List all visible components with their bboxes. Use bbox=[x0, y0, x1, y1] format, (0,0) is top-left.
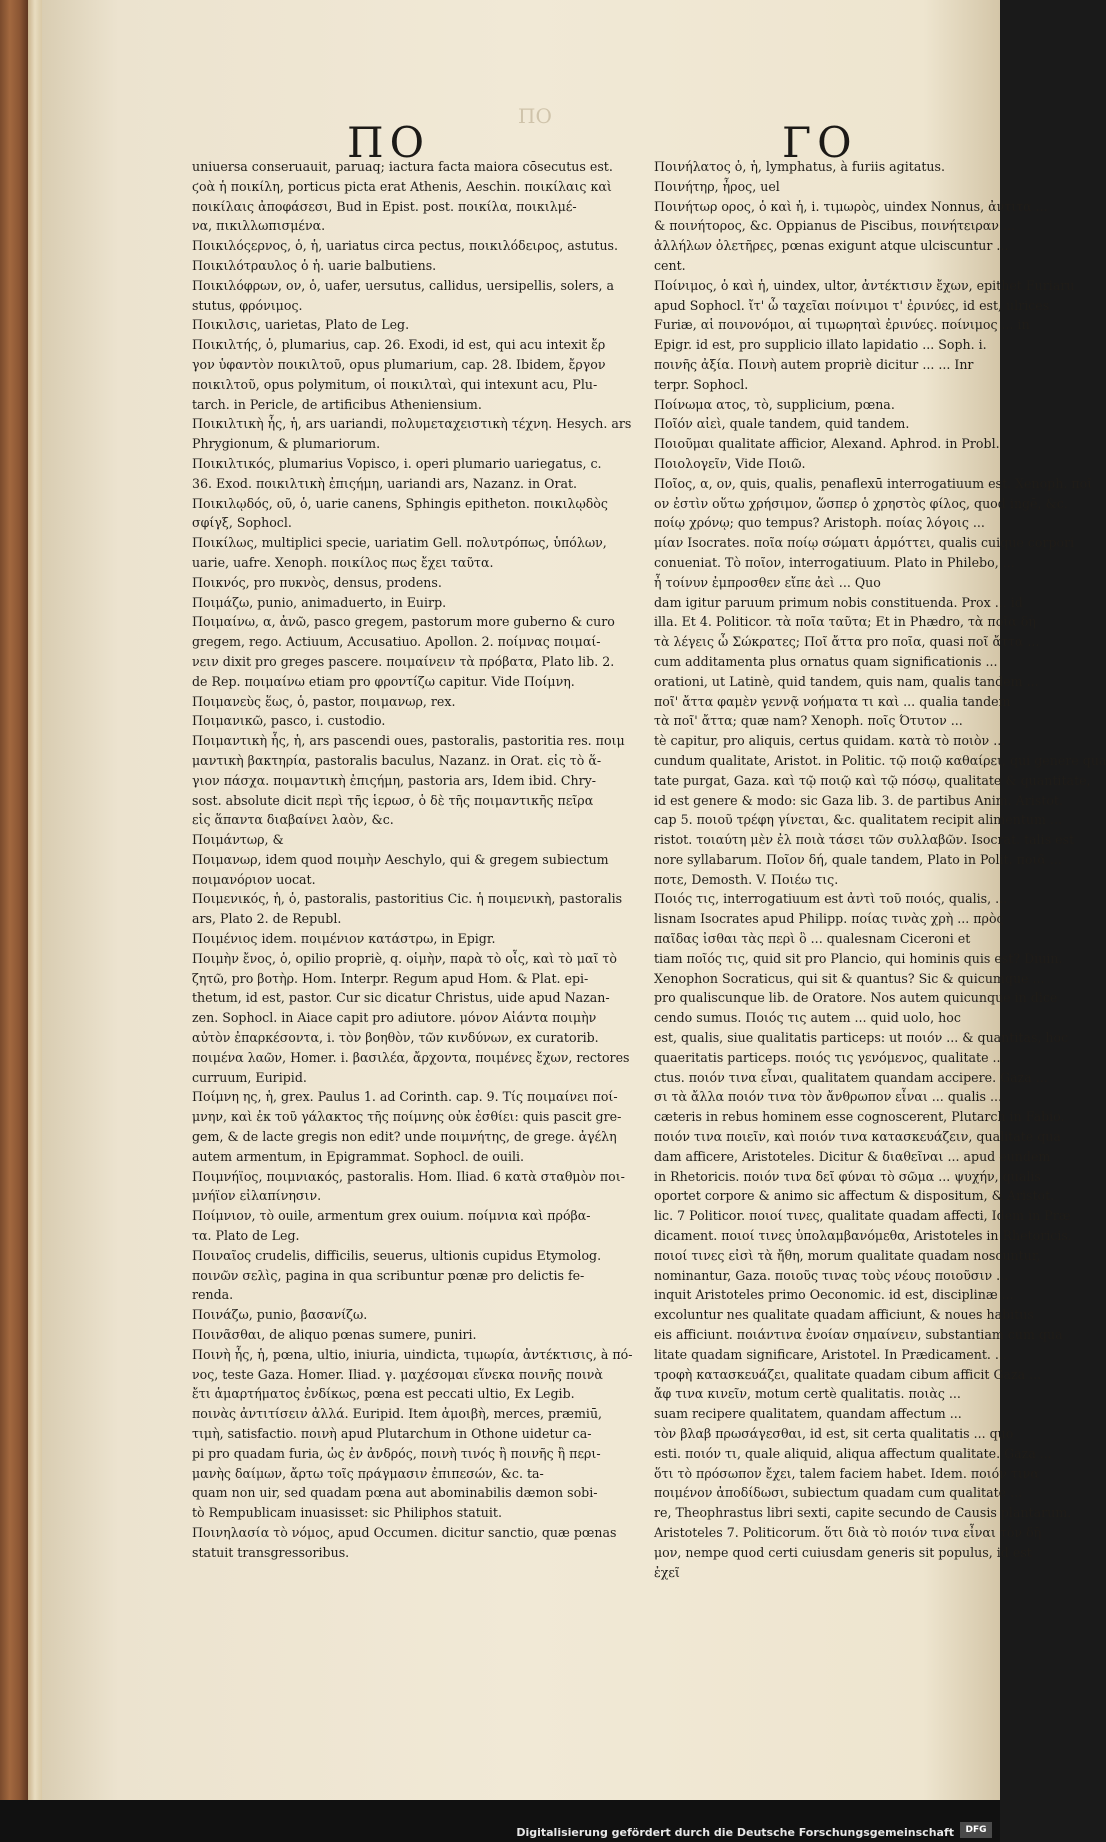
text-line: νειν dixit pro greges pascere. ποιμαίνειν τὰ πρόβατα, Plato lib. 2. bbox=[192, 653, 615, 669]
text-line: Ποικιλότραυλος ὁ ἡ. uarie balbutiens. bbox=[192, 257, 437, 273]
text-line: conueniat. Τὸ ποῖον, interrogatiuum. Plato in Philebo, ... bbox=[654, 554, 1015, 570]
text-line: illa. Et 4. Politicor. τὰ ποῖα ταῦτα; Et in Phædro, τὰ ποῖα δὴ bbox=[654, 614, 1036, 630]
text-line: Ποιμανεὺς ἕως, ὁ, pastor, ποιμανωρ, rex. bbox=[192, 693, 456, 709]
text-line: ζητῶ, pro βοτὴρ. Hom. Interpr. Regum apud Hom. & Plat. epi- bbox=[192, 970, 589, 986]
text-line: γον ὑφαντὸν ποικιλτοῦ, opus plumarium, cap. 28. Ibidem, ἔργον bbox=[192, 356, 606, 372]
text-line: Ποιμαντικὴ ἧς, ἡ, ars pascendi oues, pastoralis, pastoritia res. ποιμ bbox=[192, 733, 625, 749]
text-line: Ποιμάντωρ, & bbox=[192, 832, 284, 848]
text-line: cundum qualitate, Aristot. in Politic. τῷ ποιῷ καθαίρει, qui genere qua bbox=[654, 752, 1106, 768]
text-line: esti. ποιόν τι, quale aliquid, aliqua affectum qualitate. Gaza ... bbox=[654, 1445, 1052, 1461]
text-line: tè capitur, pro aliquis, certus quidam. κατὰ τὸ ποιὸν ... bbox=[654, 733, 1006, 749]
text-line: ποτε, Demosth. V. Ποιέω τις. bbox=[654, 871, 839, 887]
text-line: dam igitur paruum primum nobis constituenda. Prox ... id bbox=[654, 594, 1023, 610]
running-head-right: ΓΟ bbox=[782, 118, 858, 167]
text-line: Ποῖόν αἰεὶ, quale tandem, quid tandem. bbox=[654, 416, 910, 432]
text-line: ctus. ποιόν τινα εἶναι, qualitatem quandam accipere. Gaza ... bbox=[654, 1069, 1048, 1085]
text-line: Ποιμανικῶ, pasco, i. custodio. bbox=[192, 713, 386, 729]
text-line: suam recipere qualitatem, quandam affectum ... bbox=[654, 1406, 962, 1422]
text-line: de Rep. ποιμαίνω etiam pro φροντίζω capitur. Vide Ποίμνη. bbox=[192, 673, 575, 689]
text-line: tate purgat, Gaza. καὶ τῷ ποιῷ καὶ τῷ πόσῳ, qualitate & quantitate, bbox=[654, 772, 1091, 788]
left-column bbox=[192, 157, 657, 1563]
text-line: uarie, uafre. Xenoph. ποικίλος πως ἔχει ταῦτα. bbox=[192, 554, 494, 570]
text-line: τα. Plato de Leg. bbox=[192, 1228, 300, 1244]
page bbox=[42, 0, 1106, 1800]
text-line: νος, teste Gaza. Homer. Iliad. γ. μαχέσομαι εἵνεκα ποινῆς ποινὰ bbox=[192, 1366, 603, 1382]
text-line: thetum, id est, pastor. Cur sic dicatur Christus, uide apud Nazan- bbox=[192, 990, 610, 1006]
text-line: ποῖ' ἄττα φαμὲν γεννᾷ νοήματα τι καὶ ... qualia tandem bbox=[654, 693, 1011, 709]
text-line: re, Theophrastus libri sexti, capite secundo de Causis plantarum. bbox=[654, 1505, 1072, 1521]
text-line: Ποιμνήϊος, ποιμνιακός, pastoralis. Hom. Iliad. 6 κατὰ σταθμὸν ποι- bbox=[192, 1168, 625, 1184]
text-line: Ποιμάζω, punio, animaduerto, in Euirp. bbox=[192, 594, 447, 610]
text-line: cent. bbox=[654, 257, 686, 273]
text-line: ποινῆς ἀξία. Ποινὴ autem propriè dicitur ... ... Inr bbox=[654, 356, 974, 372]
text-line: Ποινὴ ἧς, ἡ, pœna, ultio, iniuria, uindicta, τιμωρία, ἀντέκτισις, à πό- bbox=[192, 1346, 633, 1362]
text-line: eis afficiunt. ποιάντινα ἐνοίαν σημαίνειν, substantiam cum qua bbox=[654, 1327, 1063, 1343]
text-line: sost. absolute dicit περὶ τῆς ἱερωσ, ὁ δὲ τῆς ποιμαντικῆς πεῖρα bbox=[192, 792, 594, 808]
text-line: Ποινᾶσθαι, de aliquo pœnas sumere, puniri. bbox=[192, 1327, 477, 1343]
text-line: Ποικιλόςερνος, ὁ, ἡ, uariatus circa pectus, ποικιλόδειρος, astutus. bbox=[192, 238, 619, 254]
text-line: ποινὰς ἀντιτίσειν ἀλλά. Euripid. Item ἀμοιβὴ, merces, præmiū, bbox=[192, 1406, 603, 1422]
text-line: Ποικιλσις, uarietas, Plato de Leg. bbox=[192, 317, 410, 333]
text-line: τὰ λέγεις ὦ Σώκρατες; Ποῖ ἄττα pro ποῖα, quasi ποῖ ἄττα ... bbox=[654, 634, 1040, 650]
text-line: ποιμένον ἀποδίδωσι, subiectum quadam cum qualitate ... bbox=[654, 1485, 1023, 1501]
right-column bbox=[654, 157, 1106, 1582]
text-line: tarch. in Pericle, de artificibus Atheniensium. bbox=[192, 396, 482, 412]
text-line: ἔτι ἁμαρτήματος ἐνδίκως, pœna est peccati ultio, Ex Legib. bbox=[192, 1386, 575, 1402]
text-line: quam non uir, sed quadam pœna aut abominabilis dæmon sobi- bbox=[192, 1485, 598, 1501]
text-line: zen. Sophocl. in Aiace capit pro adiutore. μόνον Αἰάντα ποιμὴν bbox=[192, 1010, 597, 1026]
text-line: ἄφ τινα κινεῖν, motum certè qualitatis. ποιὰς ... bbox=[654, 1386, 961, 1402]
text-line: ϛοὰ ἡ ποικίλη, porticus picta erat Athenis, Aeschin. ποικίλαις καὶ bbox=[192, 178, 612, 194]
text-line: τὰ ποῖ' ἄττα; quæ nam? Xenoph. ποῖς Ότυτον ... bbox=[654, 713, 963, 729]
text-line: gregem, rego. Actiuum, Accusatiuo. Apollon. 2. ποίμνας ποιμαί- bbox=[192, 634, 601, 650]
book-cover-edge bbox=[0, 0, 28, 1800]
text-line: Ποινήτωρ ορος, ὁ καὶ ἡ, i. τιμωρὸς, uindex Nonnus, ἀντιτα ... bbox=[654, 198, 1048, 214]
text-line: να, πικιλλωπισμένα. bbox=[192, 218, 326, 234]
text-line: cendo sumus. Ποιός τις autem ... quid uolo, hoc bbox=[654, 1010, 961, 1026]
text-line: ὅτι τὸ πρόσωπον ἔχει, talem faciem habet. Idem. ποιόν τινα bbox=[654, 1465, 1039, 1481]
text-line: ποιόν τινα ποιεῖν, καὶ ποιόν τινα κατασκευάζειν, qualitate qua bbox=[654, 1129, 1061, 1145]
text-line: Ποιμανωρ, idem quod ποιμὴν Aeschylo, qui & gregem subiectum bbox=[192, 851, 609, 867]
text-line: Ποῖος, α, ον, quis, qualis, penaflexū interrogatiuum est. Xenoph. ποῖ bbox=[654, 475, 1093, 491]
text-line: ποικιλτοῦ, opus polymitum, οἱ ποικιλταὶ, qui intexunt acu, Plu- bbox=[192, 376, 598, 392]
text-line: apud Sophocl. ἴτ' ὦ ταχεῖαι ποίνιμοι τ' ἐρινύες, id est, ulrices bbox=[654, 297, 1050, 313]
text-line: ἦ τοίνυν ἐμπροσθεν εἴπε ἀεὶ ... Quo bbox=[654, 574, 881, 590]
text-line: Ποιμενικός, ἡ, ὁ, pastoralis, pastoritius Cic. ἡ ποιμενικὴ, pastoralis bbox=[192, 891, 623, 907]
text-line: ποικίλαις ἀποφάσεσι, Bud in Epist. post. ποικίλα, ποικιλμέ- bbox=[192, 198, 577, 214]
text-line: nominantur, Gaza. ποιοῦς τινας τοὺς νέους ποιοῦσιν ... bbox=[654, 1267, 1009, 1283]
text-line: Ποίμνιον, τὸ ouile, armentum grex ouium. ποίμνια καὶ πρόβα- bbox=[192, 1208, 591, 1224]
text-line: in Rhetoricis. ποιόν τινα δεῖ φύναι τὸ σῶμα ... ψυχήν, qualis bbox=[654, 1168, 1041, 1184]
text-line: εἰς ἅπαντα διαβαίνει λαὸν, &c. bbox=[192, 812, 394, 828]
text-line: μνην, καὶ ἐκ τοῦ γάλακτος τῆς ποίμνης οὐκ ἐσθίει: quis pascit gre- bbox=[192, 1109, 622, 1125]
digitization-credit: Digitalisierung gefördert durch die Deutsche Forschungsgemeinschaft bbox=[516, 1826, 954, 1839]
text-line: Ποιναῖος crudelis, difficilis, seuerus, ultionis cupidus Etymolog. bbox=[192, 1247, 602, 1263]
text-line: cæteris in rebus hominem esse cognoscerent, Plutarch in Fabio. bbox=[654, 1109, 1065, 1125]
text-line: Ποιός τις, interrogatiuum est ἀντὶ τοῦ ποιός, qualis, ... bbox=[654, 891, 1008, 907]
text-line: quaeritatis particeps. ποιός τις γενόμενος, qualitate ... bbox=[654, 1049, 1005, 1065]
text-line: Ποιμένιος idem. ποιμένιον κατάστρω, in Epigr. bbox=[192, 931, 496, 947]
text-line: αὐτὸν ἐπαρκέσοντα, i. τὸν βοηθὸν, τῶν κινδύνων, ex curatorib. bbox=[192, 1030, 599, 1046]
text-line: τροφὴ κατασκευάζει, qualitate quadam cibum afficit Gaza ... bbox=[654, 1366, 1042, 1382]
text-line: παῖδας ἰσθαι τὰς περὶ ὃ ... qualesnam Ciceroni et bbox=[654, 931, 971, 947]
page-edge bbox=[28, 0, 42, 1800]
text-line: Ποίνιμος, ὁ καὶ ἡ, uindex, ultor, ἀντέκτισιν ἔχων, epithet Furiaru bbox=[654, 277, 1075, 293]
text-line: excoluntur nes qualitate quadam afficiunt, & noues habitus bbox=[654, 1307, 1034, 1323]
text-line: stutus, φρόνιμος. bbox=[192, 297, 303, 313]
text-line: tò Rempublicam inuasisset: sic Philiphos statuit. bbox=[192, 1505, 502, 1521]
text-line: 36. Exod. ποικιλτικὴ ἐπιςήμη, uariandi ars, Nazanz. in Orat. bbox=[192, 475, 578, 491]
text-line: ἐχεῖ bbox=[654, 1564, 680, 1580]
text-line: ars, Plato 2. de Republ. bbox=[192, 911, 342, 927]
text-line: ποιμένα λαῶν, Homer. i. βασιλέα, ἄρχοντα, ποιμένες ἔχων, rectores bbox=[192, 1049, 630, 1065]
text-line: Ποίνωμα ατος, τὸ, supplicium, pœna. bbox=[654, 396, 895, 412]
text-line: μον, nempe quod certi cuiusdam generis sit populus, id est bbox=[654, 1544, 1032, 1560]
text-line: μίαν Isocrates. ποῖα ποίῳ σώματι ἁρμόττει, qualis cuique corpori bbox=[654, 535, 1075, 551]
text-line: Aristoteles 7. Politicorum. ὅτι διὰ τὸ ποιόν τινα εἶναι τὸν δῆ bbox=[654, 1524, 1042, 1540]
text-line: ποίῳ χρόνῳ; quo tempus? Aristoph. ποίας λόγοις ... bbox=[654, 515, 985, 531]
text-line: tiam ποῖός τις, quid sit pro Plancio, qui hominis quis est? Diuin. bbox=[654, 950, 1063, 966]
text-line: litate quadam significare, Aristotel. In Prædicament. ... bbox=[654, 1346, 1007, 1362]
text-line: μνήϊον εἰλαπίνησιν. bbox=[192, 1188, 322, 1204]
text-line: pi pro quadam furia, ὡς ἐν ἀνδρός, ποινὴ τινός ἢ ποινῆς ἢ περι- bbox=[192, 1445, 601, 1461]
text-line: Furiæ, αἱ ποινονόμοι, αἱ τιμωρηταὶ ἐρινύες. ποίνιμος ... in bbox=[654, 317, 1030, 333]
text-line: γιον πάσχα. ποιμαντικὴ ἐπιςήμη, pastoria ars, Idem ibid. Chry- bbox=[192, 772, 596, 788]
text-line: Epigr. id est, pro supplicio illato lapidatio ... Soph. i. bbox=[654, 337, 987, 353]
text-line: autem armentum, in Epigrammat. Sophocl. de ouili. bbox=[192, 1148, 525, 1164]
text-line: Xenophon Socraticus, qui sit & quantus? Sic & quicumque ... bbox=[654, 970, 1045, 986]
text-line: ποινῶν σελὶς, pagina in qua scribuntur pœnæ pro delictis fe- bbox=[192, 1267, 585, 1283]
text-line: Ποιμαίνω, α, ἀνῶ, pasco gregem, pastorum more guberno & curo bbox=[192, 614, 615, 630]
text-line: σφίγξ, Sophocl. bbox=[192, 515, 292, 531]
text-line: Ποιοῦμαι qualitate afficior, Alexand. Aphrod. in Probl. bbox=[654, 436, 1000, 452]
text-line: Ποινήτηρ, ἦρος, uel bbox=[654, 178, 780, 194]
text-line: nore syllabarum. Ποῖον δή, quale tandem, Plato in Polit. ποιᾶ ... bbox=[654, 851, 1062, 867]
text-line: Ποικιλτής, ὁ, plumarius, cap. 26. Exodi, id est, qui acu intexit ἔρ bbox=[192, 337, 606, 353]
text-line: ον ἐστὶν οὕτω χρήσιμον, ὥσπερ ὁ χρηστὸς φίλος, quod ingē, &c. bbox=[654, 495, 1068, 511]
text-line: uniuersa conseruauit, paruaq; iactura facta maiora cōsecutus est. bbox=[192, 159, 613, 174]
text-line: σι τὰ ἄλλα ποιόν τινα τὸν ἄνθρωπον εἶναι ... qualis ... bbox=[654, 1089, 1003, 1105]
text-line: Ποικιλτικὴ ἧς, ἡ, ars uariandi, πολυμεταχειστικὴ τέχνη. Hesych. ars bbox=[192, 416, 632, 432]
text-line: curruum, Euripid. bbox=[192, 1069, 307, 1085]
text-line: ristot. τοιαύτη μὲν ἐλ ποιὰ τάσει τῶν συλλαβῶν. Isocrat. talis est bbox=[654, 832, 1075, 848]
text-line: pro qualiscunque lib. de Oratore. Nos autem quicunque in dice bbox=[654, 990, 1058, 1006]
text-line: ἀλλήλων ὀλετῆρες, pœnas exigunt atque ulciscuntur ... bbox=[654, 238, 1009, 254]
text-line: dicament. ποιοί τινες ὑπολαμβανόμεθα, Aristoteles in Rhetoricis. bbox=[654, 1228, 1072, 1244]
text-line: ποιοί τινες εἰσὶ τὰ ἤθη, morum qualitate quadam noscuntur, bbox=[654, 1247, 1041, 1263]
text-line: Ποινάζω, punio, βασανίζω. bbox=[192, 1307, 368, 1323]
text-line: cap 5. ποιοῦ τρέφη γίνεται, &c. qualitatem recipit alimentum ... bbox=[654, 812, 1062, 828]
text-line: Phrygionum, & plumariorum. bbox=[192, 436, 381, 452]
text-line: Ποιολογεῖν, Vide Ποιῶ. bbox=[654, 455, 806, 471]
text-line: est, qualis, siue qualitatis particeps: ut ποιόν ... & quantitas, hoc bbox=[654, 1030, 1069, 1046]
text-line: oportet corpore & animo sic affectum & dispositum, & Aristot. bbox=[654, 1188, 1055, 1204]
running-head-left: ΠΟ bbox=[347, 118, 431, 167]
text-line: Ποικίλως, multiplici specie, uariatim Gell. πολυτρόπως, ὑπόλων, bbox=[192, 535, 607, 551]
text-line: Ποικιλτικός, plumarius Vopisco, i. operi plumario uariegatus, c. bbox=[192, 455, 602, 471]
text-line: Ποίμνη ης, ἡ, grex. Paulus 1. ad Corinth. cap. 9. Τίς ποιμαίνει ποί- bbox=[192, 1089, 618, 1105]
text-line: Ποικιλῳδός, οῦ, ὁ, uarie canens, Sphingis epitheton. ποικιλῳδὸς bbox=[192, 495, 608, 511]
text-line: renda. bbox=[192, 1287, 234, 1303]
text-line: ποιμανόριον uocat. bbox=[192, 871, 316, 887]
text-line: lic. 7 Politicor. ποιοί τινες, qualitate quadam affecti, Idem in Præ bbox=[654, 1208, 1071, 1224]
text-line: μαντικὴ βακτηρία, pastoralis baculus, Nazanz. in Orat. εἰς τὸ ἅ- bbox=[192, 752, 602, 768]
text-line: τιμὴ, satisfactio. ποινὴ apud Plutarchum in Othone uidetur ca- bbox=[192, 1426, 592, 1441]
text-line: cum additamenta plus ornatus quam significationis ... bbox=[654, 653, 998, 669]
text-line: Ποινήλατος ὁ, ἡ, lymphatus, à furiis agitatus. bbox=[654, 159, 945, 174]
text-line: id est genere & modo: sic Gaza lib. 3. de partibus Anim. Aristot. bbox=[654, 792, 1063, 808]
text-line: lisnam Isocrates apud Philipp. ποίας τινὰς χρὴ ... πρὸς bbox=[654, 911, 1004, 927]
text-line: dam afficere, Aristoteles. Dicitur & διαθεῖναι ... apud eundem bbox=[654, 1148, 1051, 1164]
text-line: τὸν βλαβ πρωσάγεσθαι, id est, sit certa qualitatis ... quo bbox=[654, 1426, 1014, 1441]
text-line: Ποικνός, pro πυκνὸς, densus, prodens. bbox=[192, 574, 442, 590]
text-line: & ποινήτορος, &c. Oppianus de Piscibus, ποινήτειραν ... bbox=[654, 218, 1015, 234]
text-line: Ποινηλασία τὸ νόμος, apud Occumen. dicitur sanctio, quæ pœnas bbox=[192, 1524, 617, 1540]
text-line: inquit Aristoteles primo Oeconomic. id est, disciplinæ ... bbox=[654, 1287, 1014, 1303]
text-line: gem, & de lacte gregis non edit? unde ποιμνήτης, de grege. ἀγέλη bbox=[192, 1129, 617, 1145]
text-line: terpr. Sophocl. bbox=[654, 376, 749, 392]
text-line: statuit transgressoribus. bbox=[192, 1544, 350, 1560]
dfg-logo: DFG bbox=[960, 1822, 992, 1838]
text-line: orationi, ut Latinè, quid tandem, quis nam, qualis tandem ... bbox=[654, 673, 1039, 689]
text-line: Ποικιλόφρων, ον, ὁ, uafer, uersutus, callidus, uersipellis, solers, a bbox=[192, 277, 614, 293]
text-line: Ποιμὴν ἔνος, ὁ, opilio propriè, q. οἱμὴν, παρὰ τὸ οἶς, καὶ τὸ μαῖ τὸ bbox=[192, 950, 617, 966]
show-through-heading: ΠΟ bbox=[518, 104, 552, 128]
text-line: μανὴς δαίμων, ἄρτω τοῖς πράγμασιν ἐπιπεσών, &c. ta- bbox=[192, 1465, 544, 1481]
